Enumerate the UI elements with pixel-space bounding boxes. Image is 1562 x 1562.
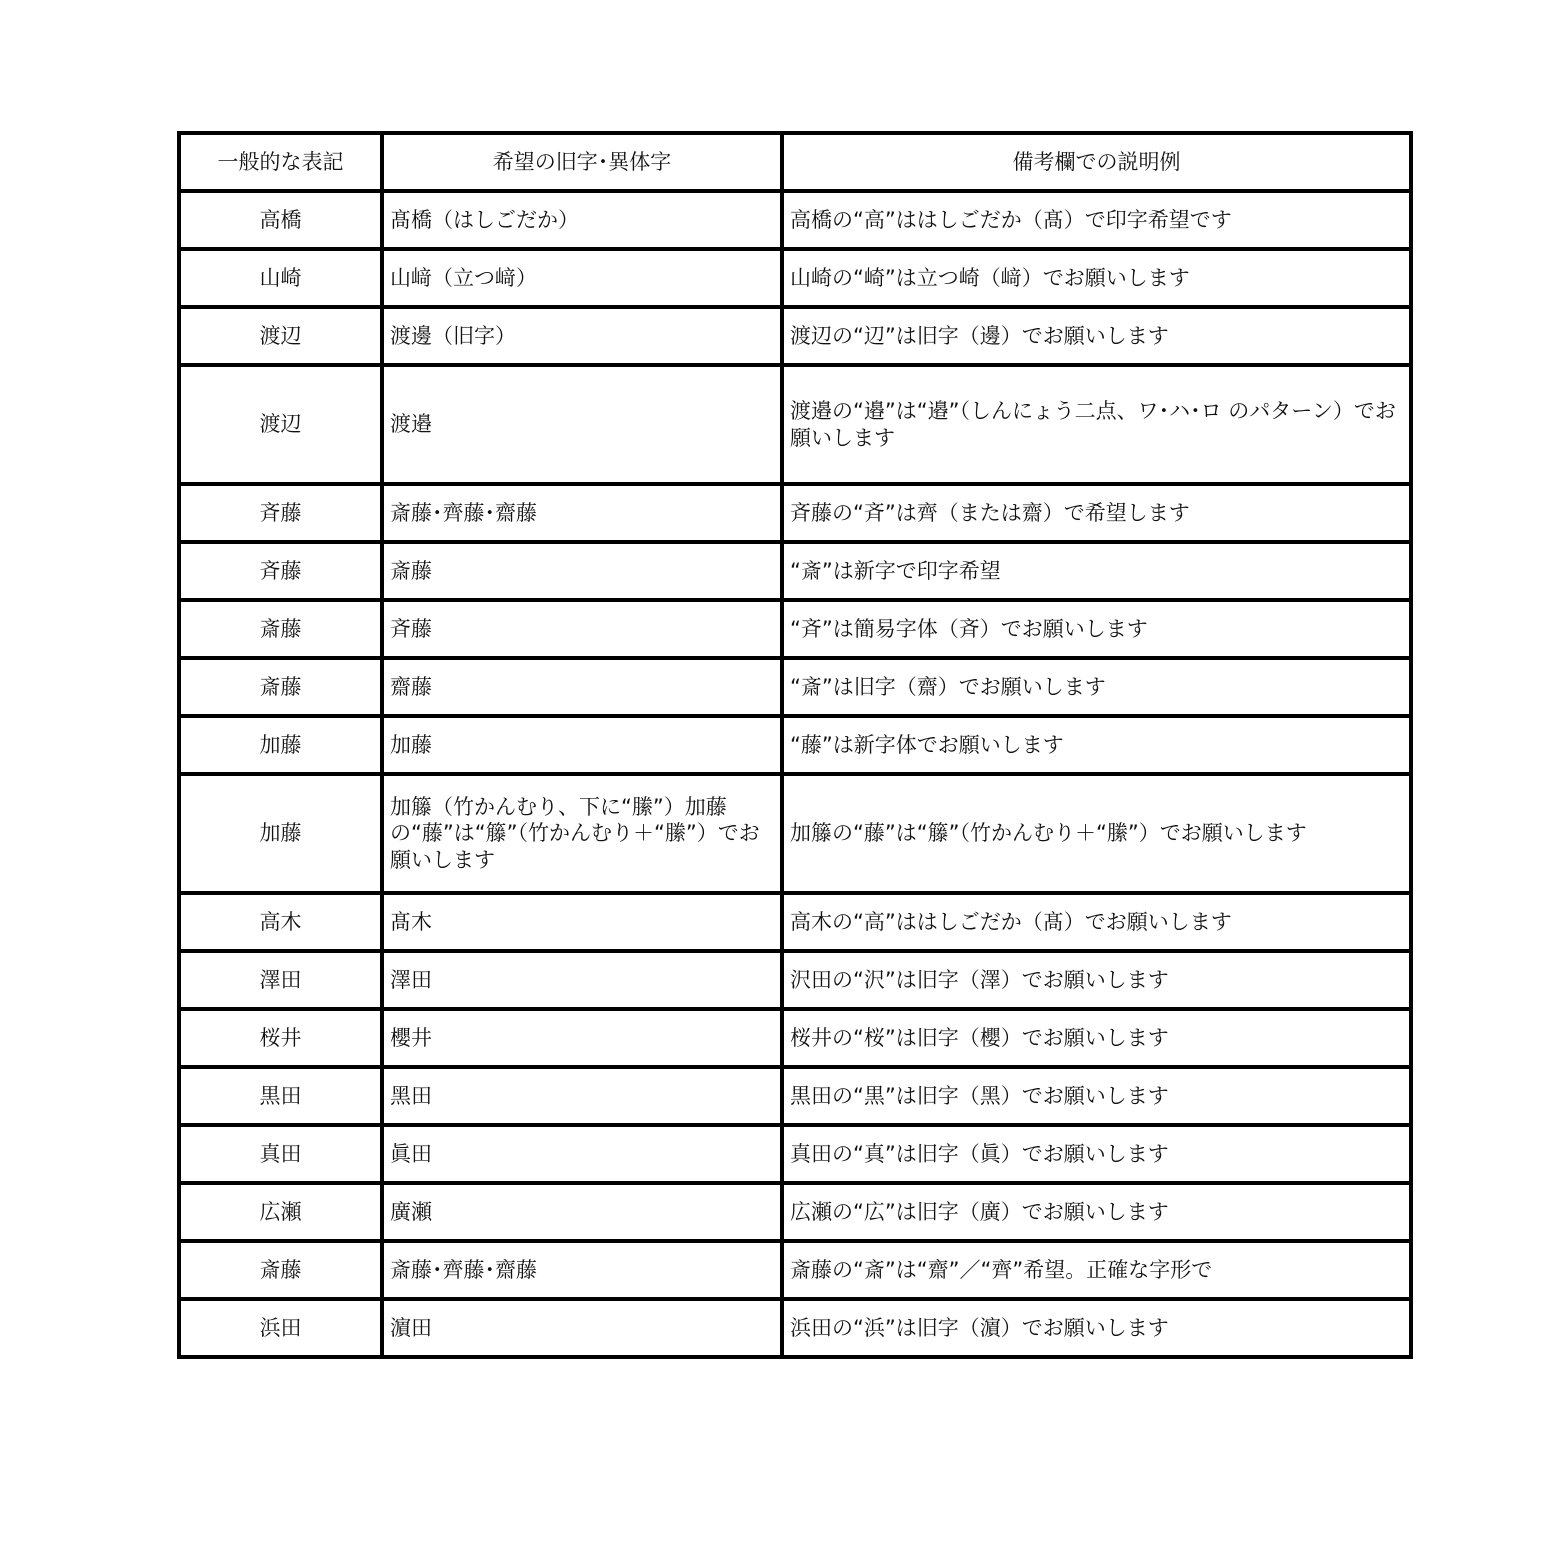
- cell-note: “斉”は簡易字体（斉）でお願いします: [782, 600, 1411, 658]
- table-body: [179, 191, 1411, 1357]
- table-row: [179, 893, 1411, 951]
- cell-common: 澤田: [179, 951, 382, 1009]
- cell-desired: 山﨑（立つ﨑）: [382, 249, 782, 307]
- cell-note: 渡邉の“邉”は“邉”（しんにょう二点、ワ･ハ･ロ のパターン）でお願いします: [782, 365, 1411, 484]
- cell-note: 斎藤の“斎”は“齋”／“齊”希望。正確な字形で: [782, 1241, 1411, 1299]
- cell-note: 高橋の“高”ははしごだか（髙）で印字希望です: [782, 191, 1411, 249]
- cell-common: 渡辺: [179, 365, 382, 484]
- cell-desired: 加藤: [382, 716, 782, 774]
- cell-desired: 齋藤: [382, 658, 782, 716]
- cell-note: 広瀬の“広”は旧字（廣）でお願いします: [782, 1183, 1411, 1241]
- table-row: [179, 1125, 1411, 1183]
- cell-desired: 黑田: [382, 1067, 782, 1125]
- table-row: [179, 307, 1411, 365]
- cell-desired: 渡邊（旧字）: [382, 307, 782, 365]
- table-row: [179, 1299, 1411, 1357]
- table-row: [179, 542, 1411, 600]
- cell-common: 桜井: [179, 1009, 382, 1067]
- table-row: [179, 191, 1411, 249]
- cell-common: 加藤: [179, 716, 382, 774]
- header-note: 備考欄での説明例: [782, 133, 1411, 191]
- cell-common: 浜田: [179, 1299, 382, 1357]
- table-row: [179, 365, 1411, 484]
- cell-common: 加藤: [179, 774, 382, 893]
- cell-desired: 渡邉: [382, 365, 782, 484]
- cell-note: 渡辺の“辺”は旧字（邊）でお願いします: [782, 307, 1411, 365]
- header-row: [179, 133, 1411, 191]
- cell-note: 浜田の“浜”は旧字（濵）でお願いします: [782, 1299, 1411, 1357]
- cell-note: “斎”は新字で印字希望: [782, 542, 1411, 600]
- cell-note: “藤”は新字体でお願いします: [782, 716, 1411, 774]
- cell-note: 山崎の“崎”は立つ崎（﨑）でお願いします: [782, 249, 1411, 307]
- cell-desired: 加籐（竹かんむり、下に“縢”）加藤の“藤”は“籐”（竹かんむり＋“縢”）でお願いします: [382, 774, 782, 893]
- cell-common: 渡辺: [179, 307, 382, 365]
- cell-note: 加籐の“藤”は“籐”（竹かんむり＋“縢”）でお願いします: [782, 774, 1411, 893]
- header-desired: 希望の旧字･異体字: [382, 133, 782, 191]
- table-row: [179, 716, 1411, 774]
- cell-desired: 髙木: [382, 893, 782, 951]
- cell-common: 斉藤: [179, 542, 382, 600]
- table-row: [179, 484, 1411, 542]
- cell-desired: 眞田: [382, 1125, 782, 1183]
- cell-common: 高木: [179, 893, 382, 951]
- cell-common: 高橋: [179, 191, 382, 249]
- table-row: [179, 774, 1411, 893]
- cell-desired: 斉藤: [382, 600, 782, 658]
- cell-common: 斎藤: [179, 1241, 382, 1299]
- cell-desired: 斎藤･齊藤･齋藤: [382, 484, 782, 542]
- cell-note: 黒田の“黒”は旧字（黑）でお願いします: [782, 1067, 1411, 1125]
- cell-note: 高木の“高”ははしごだか（髙）でお願いします: [782, 893, 1411, 951]
- cell-note: 斉藤の“斉”は齊（または齋）で希望します: [782, 484, 1411, 542]
- table-row: [179, 658, 1411, 716]
- table-row: [179, 249, 1411, 307]
- name-variant-table: [177, 131, 1413, 1359]
- cell-desired: 廣瀬: [382, 1183, 782, 1241]
- table-row: [179, 951, 1411, 1009]
- cell-common: 広瀬: [179, 1183, 382, 1241]
- cell-desired: 澤田: [382, 951, 782, 1009]
- table-row: [179, 1009, 1411, 1067]
- cell-common: 斎藤: [179, 600, 382, 658]
- cell-desired: 斎藤･齊藤･齋藤: [382, 1241, 782, 1299]
- cell-note: 沢田の“沢”は旧字（澤）でお願いします: [782, 951, 1411, 1009]
- header-common: 一般的な表記: [179, 133, 382, 191]
- cell-desired: 斎藤: [382, 542, 782, 600]
- cell-desired: 櫻井: [382, 1009, 782, 1067]
- cell-common: 黒田: [179, 1067, 382, 1125]
- table-row: [179, 1067, 1411, 1125]
- cell-note: 真田の“真”は旧字（眞）でお願いします: [782, 1125, 1411, 1183]
- cell-note: 桜井の“桜”は旧字（櫻）でお願いします: [782, 1009, 1411, 1067]
- cell-note: “斎”は旧字（齋）でお願いします: [782, 658, 1411, 716]
- table-row: [179, 600, 1411, 658]
- table-row: [179, 1183, 1411, 1241]
- cell-common: 斉藤: [179, 484, 382, 542]
- cell-common: 真田: [179, 1125, 382, 1183]
- cell-desired: 髙橋（はしごだか）: [382, 191, 782, 249]
- cell-common: 山崎: [179, 249, 382, 307]
- table-row: [179, 1241, 1411, 1299]
- cell-desired: 濵田: [382, 1299, 782, 1357]
- cell-common: 斎藤: [179, 658, 382, 716]
